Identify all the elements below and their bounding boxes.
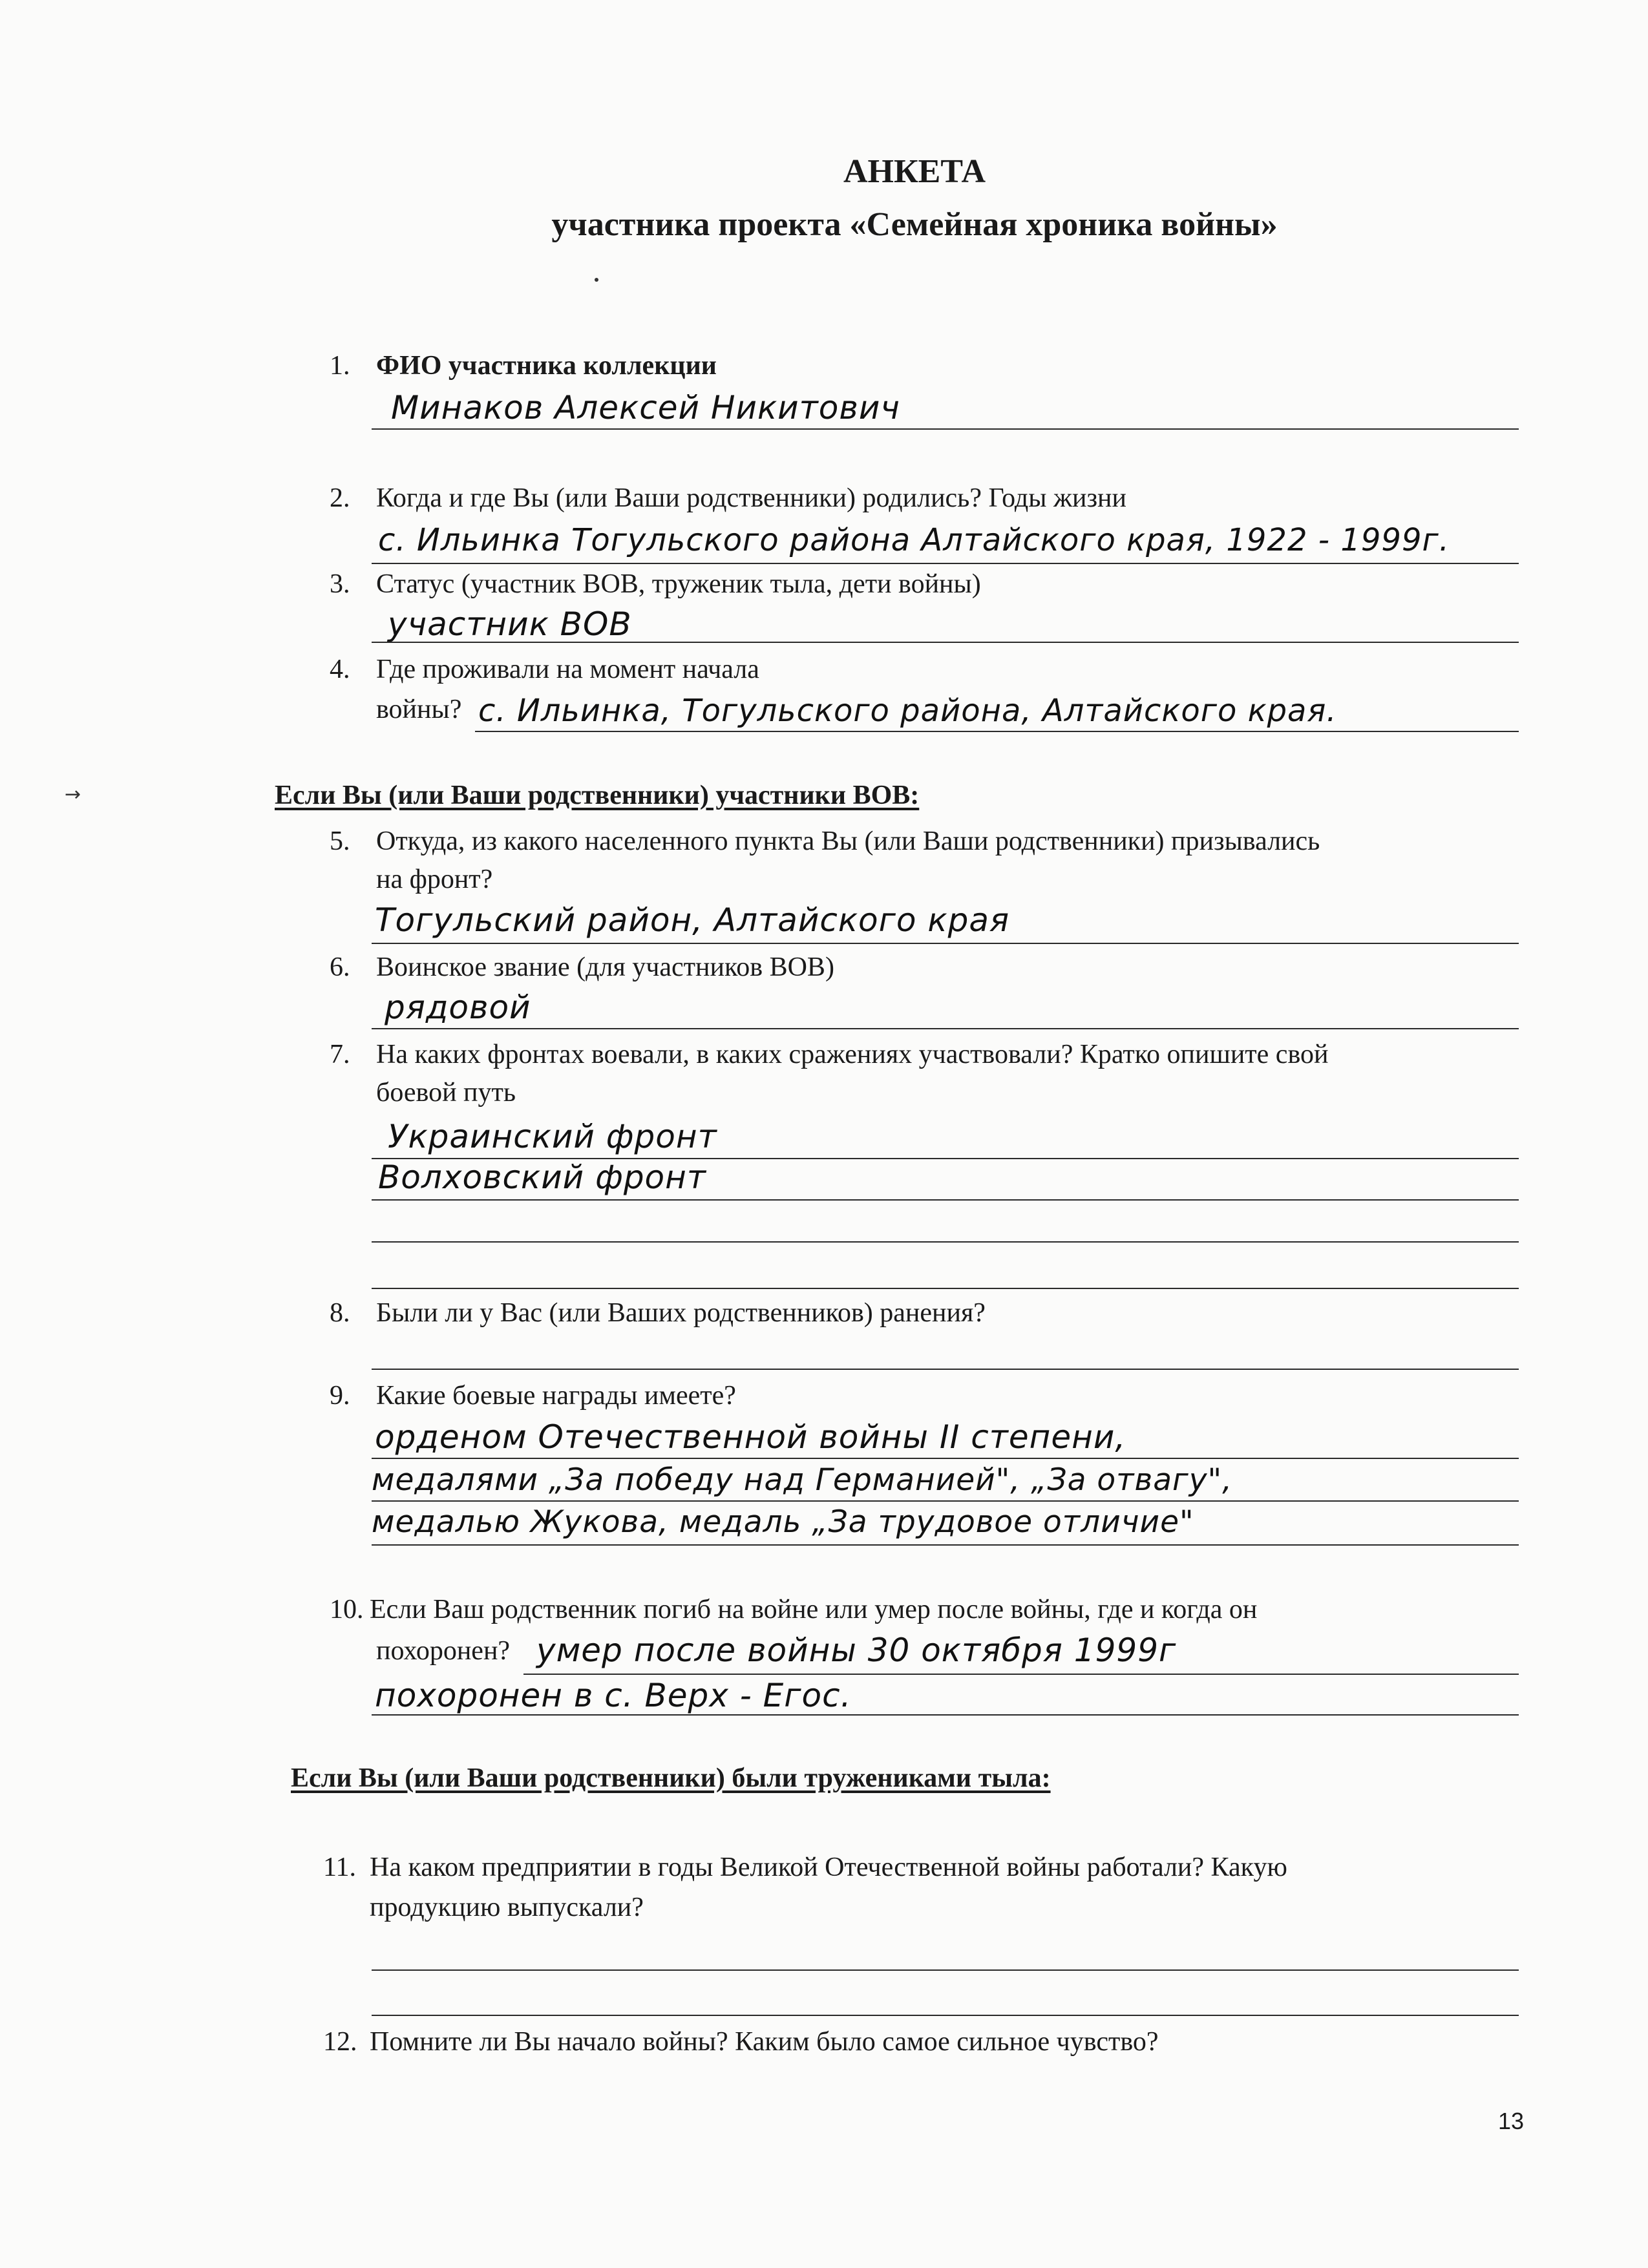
question-text: Откуда, из какого населенного пункта Вы (или Ваши родственники) призывались [376,826,1320,856]
answer-burial-2: похоронен в с. Верх - Егос. [375,1677,852,1714]
question-number: 9. [330,1381,350,1411]
question-number: 5. [330,826,350,856]
answer-line [372,428,1519,430]
answer-line [372,1500,1519,1502]
question-text: Были ли у Вас (или Ваших родственников) ранения? [376,1298,986,1328]
question-text: ФИО участника коллекции [376,351,717,381]
answer-line [372,563,1519,564]
answer-full-name: Минаков Алексей Никитович [391,389,900,426]
answer-line [372,1288,1519,1289]
answer-line [372,1199,1519,1201]
answer-line [372,642,1519,643]
question-text: Где проживали на момент начала [376,655,759,684]
answer-status: участник ВОВ [388,605,632,643]
question-text: Какие боевые награды имеете? [376,1381,736,1411]
answer-awards-2: медалями „За победу над Германией", „За отвагу", [372,1462,1233,1498]
answer-line [523,1674,1519,1675]
page-number: 13 [1498,2108,1525,2134]
question-number: 6. [330,952,350,982]
form-title: АНКЕТА [843,153,986,190]
question-number: 4. [330,655,350,684]
question-text: На каких фронтах воевали, в каких сражениях участвовали? Кратко опишите свой [376,1040,1329,1069]
question-text: Статус (участник ВОВ, труженик тыла, дети войны) [376,569,981,599]
answer-line [372,1458,1519,1459]
question-number: 3. [330,569,350,599]
question-text: На каком предприятии в годы Великой Отечественной войны работали? Какую [370,1853,1287,1882]
answer-line [372,943,1519,944]
question-text: продукцию выпускали? [370,1893,644,1922]
question-number: 7. [330,1040,350,1069]
answer-residence: с. Ильинка, Тогульского района, Алтайского края. [478,693,1337,729]
question-number: 1. [330,351,350,381]
section-heading-home-front: Если Вы (или Ваши родственники) были тружениками тыла: [291,1763,1051,1793]
answer-burial-1: умер после войны 30 октября 1999г [536,1632,1177,1669]
question-text: Воинское звание (для участников ВОВ) [376,952,834,982]
answer-line [372,1714,1519,1716]
answer-line [372,1369,1519,1370]
answer-line [372,1028,1519,1029]
answer-awards-1: орденом Отечественной войны II степени, [375,1418,1126,1456]
answer-awards-3: медалью Жукова, медаль „За трудовое отличие" [372,1504,1194,1540]
answer-line [372,2015,1519,2016]
answer-conscription: Тогульский район, Алтайского края [375,901,1010,939]
question-number: 8. [330,1298,350,1328]
answer-front-2: Волховский фронт [378,1159,706,1196]
question-text: войны? [376,695,462,724]
stray-dot [595,278,598,282]
answer-line [372,1969,1519,1971]
question-text: на фронт? [376,865,493,894]
answer-line [372,1544,1519,1546]
question-text: Помните ли Вы начало войны? Каким было самое сильное чувство? [370,2027,1159,2057]
section-heading-veterans: Если Вы (или Ваши родственники) участники ВОВ: [275,781,920,810]
answer-front-1: Украинский фронт [388,1118,717,1155]
question-text: боевой путь [376,1078,516,1108]
question-number: 12. [323,2027,357,2057]
question-text: Когда и где Вы (или Ваши родственники) родились? Годы жизни [376,483,1126,513]
question-number: 2. [330,483,350,513]
question-text: похоронен? [376,1636,511,1666]
question-text: Если Ваш родственник погиб на войне или умер после войны, где и когда он [370,1595,1258,1624]
margin-arrow-mark: → [65,783,81,806]
answer-line [372,1241,1519,1243]
question-number: 10. [330,1595,364,1624]
answer-rank: рядовой [385,989,531,1026]
answer-line [475,731,1519,732]
answer-birth: с. Ильинка Тогульского района Алтайского края, 1922 - 1999г. [378,522,1450,558]
question-number: 11. [323,1853,356,1882]
form-subtitle: участника проекта «Семейная хроника войны» [551,206,1278,243]
